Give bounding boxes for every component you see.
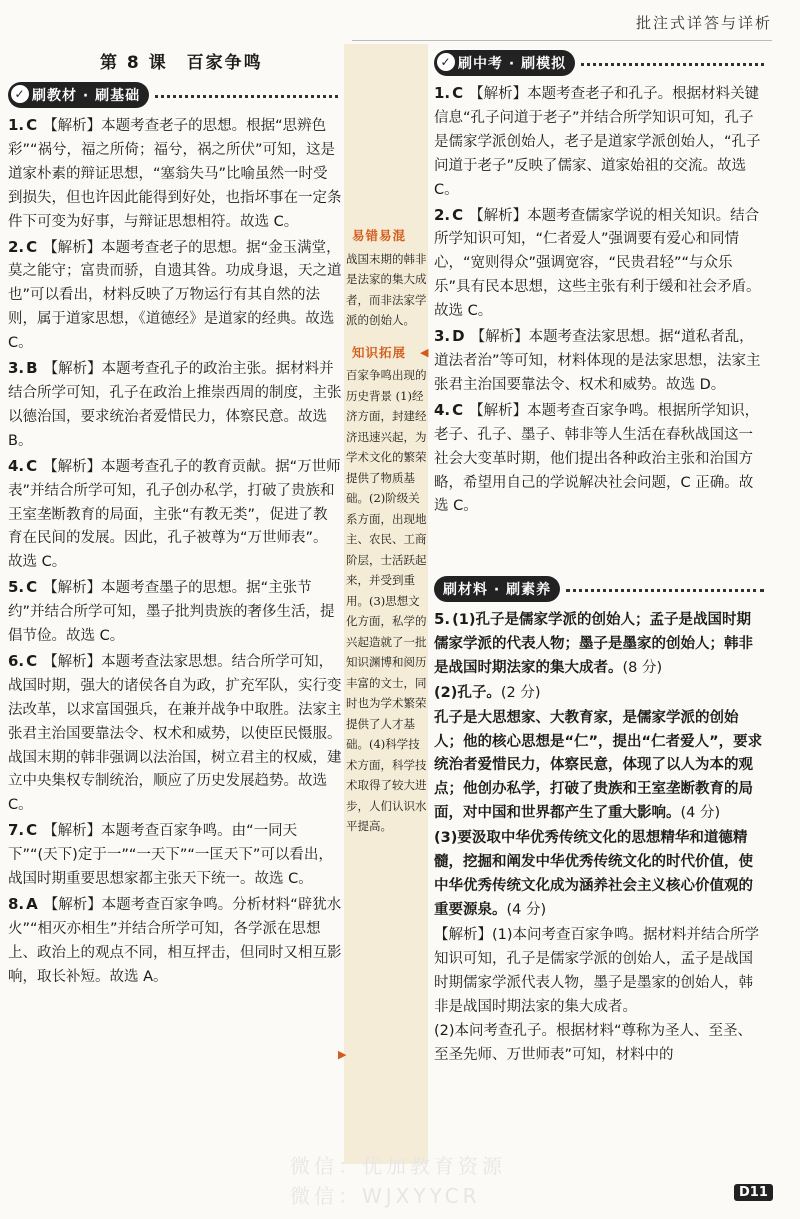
banner-exam — [434, 50, 764, 76]
note-text-extension: 百家争鸣出现的历史背景 (1)经济方面，封建经济迅速兴起，为学术文化的繁荣提供了物质基础。(2)阶级关系方面，出现地主、农民、工商阶层，士活跃起来，并受到重用。(3)思想文化方面，私学的兴起造就了一批知识渊博和阅历丰富的文士，同时也为学术繁荣提供了人才基础。(4)科学技术方面，科学技术取得了较大进步，人们认识水平提高。 — [346, 368, 427, 833]
answer-item — [8, 236, 342, 357]
answer-text: 【解析】本题考查百家争鸣。由“一同天下”“(天下)定于一”“一天下”“一匡天下”可以看出，战国时期重要思想家都主张天下统一。故选 C。 — [8, 823, 333, 888]
answer-number: 1. — [8, 116, 25, 134]
lesson-title: 第 8 课 百家争鸣 — [100, 53, 263, 73]
answer-item — [8, 357, 342, 454]
answer-number: 2. — [434, 205, 451, 224]
answer-item — [434, 204, 764, 325]
side-notes — [346, 222, 428, 837]
banner-textbook — [8, 82, 338, 108]
q5-analysis-1: 【解析】(1)本问考查百家争鸣。据材料并结合所学知识可知，孔子是儒家学派的创始人，孟子是战国时期儒家学派代表人物，墨子是墨家的创始人，韩非是战国时期法家的集大成者。 — [434, 926, 760, 1015]
q5-analysis-2: (2)本问考查孔子。根据材料“尊称为圣人、至圣、至圣先师、万世师表”可知，材料中的 — [434, 1023, 753, 1064]
left-answers — [8, 114, 342, 991]
answer-text: 【解析】本题考查老子的思想。据“金玉满堂，莫之能守；富贵而骄，自遗其咎。功成身退，天之道也”可以看出，材料反映了万物运行有其自然的法则，属于道家思想，《道德经》是道家的经典。故选 C。 — [8, 239, 342, 352]
q5-part3 — [434, 827, 764, 923]
q5-part1-text: (1)孔子是儒家学派的创始人；孟子是战国时期儒家学派的代表人物；墨子是墨家的创始人；韩非是战国时期法家的集大成者。 — [434, 612, 753, 676]
answer-item — [434, 82, 764, 203]
watermark-line-2: 微信：WJXYYCR — [290, 1184, 481, 1208]
check-icon: ✓ — [437, 53, 455, 71]
answer-text: 【解析】本题考查百家争鸣。根据所学知识，老子、孔子、墨子、韩非等人生活在春秋战国这一社会大变革时期，他们提出各种政治主张和治国方略，希望用自己的学说解决社会问题，C 正确。故选 C。 — [434, 402, 760, 515]
dotted-divider — [155, 95, 338, 98]
answer-item — [8, 819, 342, 892]
answer-item — [434, 399, 764, 520]
note-heading-error-prone: 易错易混 — [352, 228, 407, 243]
answer-choice: B — [26, 359, 38, 378]
answer-text: 【解析】本题考查孔子的政治主张。据材料并结合所学可知，孔子在政治上推崇西周的制度，主张以德治国，要求统治者爱惜民力，体察民意。故选 B。 — [8, 361, 342, 449]
q5-part1 — [434, 608, 764, 681]
answer-number: 2. — [8, 237, 25, 256]
page-header — [352, 0, 772, 41]
answer-item — [8, 893, 342, 990]
banner-label: 刷教材 · 刷基础 — [32, 88, 141, 104]
answer-number: 5. — [8, 578, 25, 597]
answer-choice: C — [26, 821, 38, 840]
answer-choice: C — [26, 116, 38, 134]
note-text-error-prone: 战国末期的韩非是法家的集大成者，而非法家学派的创始人。 — [346, 251, 427, 327]
answer-item — [8, 114, 342, 235]
answer-choice: C — [452, 205, 464, 224]
pointer-arrow-icon: ▶ — [338, 1048, 347, 1061]
answer-item — [8, 455, 342, 576]
pointer-arrow-icon: ◀ — [420, 346, 429, 359]
answer-text: 【解析】本题考查孔子的教育贡献。据“万世师表”并结合所学可知，孔子创办私学，打破了贵族和王室垄断教育的局面，主张“有教无类”，促进了教育在民间的发展。因此，孔子被尊为“万世师表”。故选 C。 — [8, 458, 341, 571]
score: (4 分) — [506, 901, 547, 918]
q5-part2 — [434, 682, 764, 706]
answer-item — [8, 650, 342, 818]
answer-text: 【解析】本题考查法家思想。结合所学可知，战国时期，强大的诸侯各自为政，扩充军队，实行变法改革，以求富国强兵，在兼并战争中取胜。法家主张君主治国要靠法令、权术和威势，以使臣民慑服。战国末期的韩非强调以法治国，树立君主的权威，建立中央集权专制统治，顺应了历史发展趋势。故选 C。 — [8, 653, 342, 814]
answer-text: 【解析】本题考查墨子的思想。据“主张节约”并结合所学可知，墨子批判贵族的奢侈生活，提倡节俭。故选 C。 — [8, 580, 335, 645]
answer-item — [8, 576, 342, 649]
answer-item — [434, 325, 764, 398]
banner-badge — [8, 82, 149, 108]
answer-choice: C — [452, 84, 464, 102]
answer-choice: C — [26, 237, 38, 256]
answer-number: 5. — [434, 610, 451, 628]
banner-badge — [434, 50, 575, 76]
answer-text: 【解析】本题考查儒家学说的相关知识。结合所学知识可知，“仁者爱人”强调要有爱心和同情心，“宽则得众”强调宽容，“民贵君轻”“与众乐乐”具有民本思想，这些主张有利于缓和社会矛盾。故选 C。 — [434, 207, 761, 320]
answer-number: 1. — [434, 84, 451, 102]
q5-part2-detail-text: 孔子是大思想家、大教育家，是儒家学派的创始人；他的核心思想是“仁”，提出“仁者爱人”，要求统治者爱惜民力，体察民意，体现了以人为本的观点；他创办私学，打破了贵族和王室垄断教育的局面，对中国和世界都产生了重大影响。 — [434, 709, 763, 822]
question-5 — [434, 608, 764, 1069]
right-answers — [434, 82, 764, 520]
answer-choice: D — [452, 327, 465, 346]
answer-number: 4. — [434, 400, 451, 419]
banner-material — [434, 576, 764, 602]
answer-text: 【解析】本题考查法家思想。据“道私者乱，道法者治”等可知，材料体现的是法家思想，法家主张君主治国要靠法令、权术和威势。故选 D。 — [434, 329, 761, 393]
answer-text: 【解析】本题考查老子的思想。根据“思辨色彩”“祸兮，福之所倚；福兮，祸之所伏”可知，这是道家朴素的辩证思想，“塞翁失马”比喻虽然一时受到损失，但也许因此能得到好处，也指坏事在一定条件下可变为好事，与辩证思想相符。故选 C。 — [8, 118, 342, 230]
score: (2 分) — [500, 684, 541, 701]
note-heading-extension: 知识拓展 — [352, 344, 407, 360]
score: (4 分) — [680, 805, 721, 822]
answer-choice: A — [26, 895, 38, 913]
answer-choice: C — [26, 456, 38, 475]
q5-part3-text: (3)要汲取中华优秀传统文化的思想精华和道德精髓，挖掘和阐发中华优秀传统文化的时代价值，使中华优秀传统文化成为涵养社会主义核心价值观的重要源泉。 — [434, 830, 753, 918]
answer-number: 3. — [434, 327, 451, 346]
answer-text: 【解析】本题考查老子和孔子。根据材料关键信息“孔子问道于老子”并结合所学知识可知，孔子是儒家学派创始人，老子是道家学派创始人，“孔子问道于老子”反映了儒家、道家始祖的交流。故选 C。 — [434, 86, 761, 198]
watermark-line-1: 微信：优加教育资源 — [290, 1154, 506, 1178]
answer-choice: C — [26, 578, 38, 597]
answer-choice: C — [26, 651, 38, 670]
answer-number: 4. — [8, 456, 25, 475]
dotted-divider — [566, 589, 764, 592]
check-icon: ✓ — [11, 85, 29, 103]
banner-label: 刷中考 · 刷模拟 — [458, 56, 567, 72]
page-number: D11 — [734, 1184, 773, 1201]
answer-text: 【解析】本题考查百家争鸣。分析材料“辟犹水火”“相灭亦相生”并结合所学可知，各学派在思想上、政治上的观点不同，相互抨击，但同时又相互影响，取长补短。故选 A。 — [8, 897, 342, 985]
header-title: 批注式详答与详析 — [635, 14, 772, 32]
banner-label: 刷材料 · 刷素养 — [443, 582, 552, 598]
answer-number: 8. — [8, 895, 25, 913]
answer-number: 7. — [8, 821, 25, 840]
dotted-divider — [581, 63, 764, 66]
q5-part2-detail — [434, 707, 764, 827]
answer-choice: C — [452, 400, 464, 419]
answer-number: 3. — [8, 359, 25, 378]
banner-badge — [434, 576, 560, 602]
q5-part2-text: (2)孔子。 — [434, 684, 501, 701]
score: (8 分) — [622, 659, 663, 676]
answer-number: 6. — [8, 651, 25, 670]
